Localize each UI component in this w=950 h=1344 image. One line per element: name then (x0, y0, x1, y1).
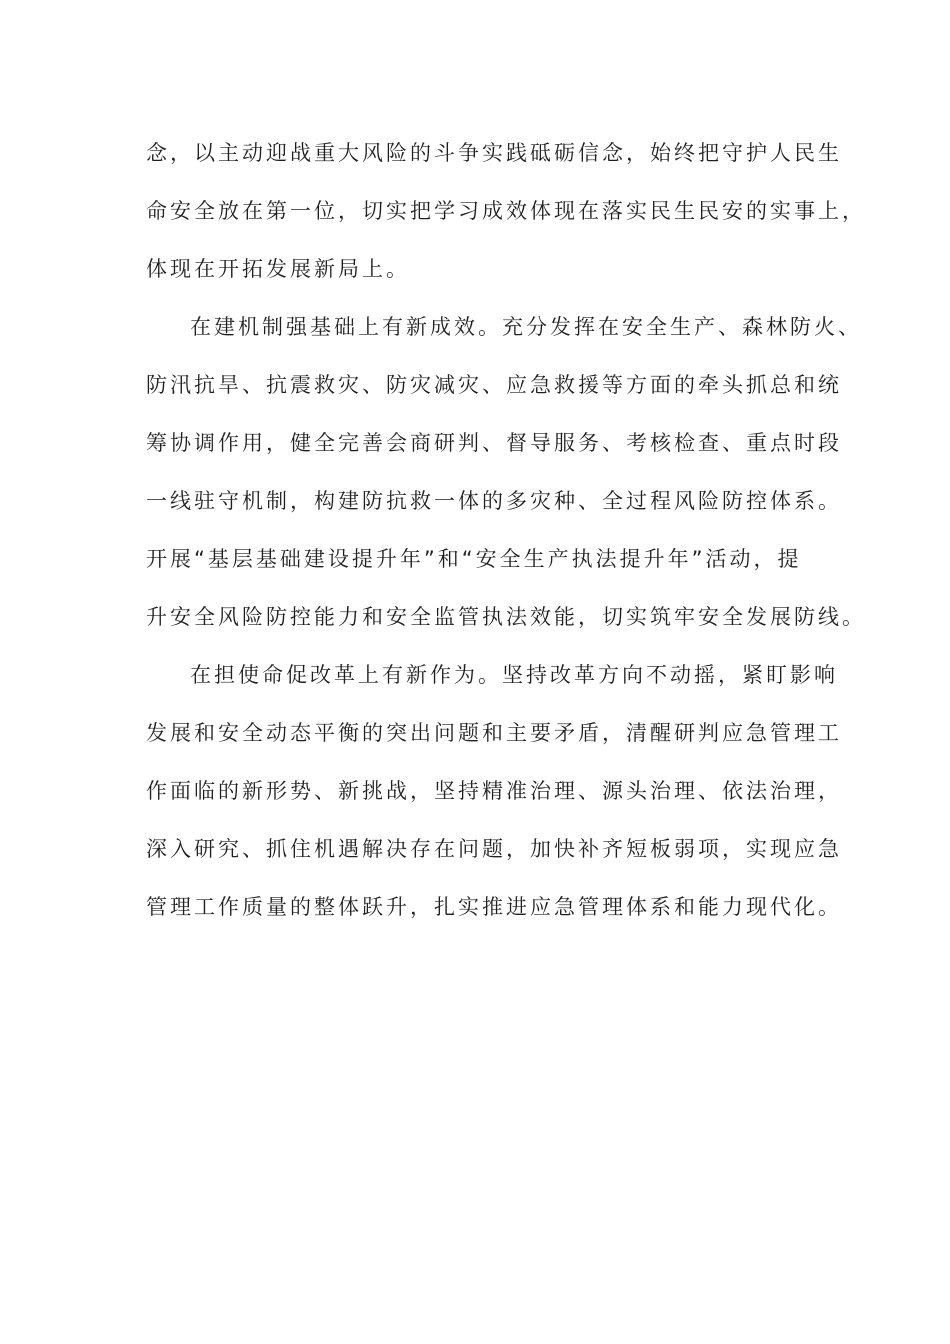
paragraph-first-line: 在建机制强基础上有新成效。充分发挥在安全生产、森林防火、 (190, 315, 862, 339)
text-line: 筹协调作用，健全完善会商研判、督导服务、考核检查、重点时段 (146, 431, 842, 455)
text-line: 一线驻守机制，构建防抗救一体的多灾种、全过程风险防控体系。 (146, 489, 842, 513)
text-line: 升安全风险防控能力和安全监管执法效能，切实筑牢安全发展防线。 (146, 605, 866, 629)
text-line: 防汛抗旱、抗震救灾、防灾减灾、应急救援等方面的牵头抓总和统 (146, 373, 842, 397)
text-line: 开展“基层基础建设提升年”和“安全生产执法提升年”活动，提 (146, 547, 802, 571)
text-line: 命安全放在第一位，切实把学习成效体现在落实民生民安的实事上， (146, 199, 866, 223)
text-line: 发展和安全动态平衡的突出问题和主要矛盾，清醒研判应急管理工 (146, 721, 842, 745)
text-line: 深入研究、抓住机遇解决存在问题，加快补齐短板弱项，实现应急 (146, 837, 842, 861)
text-line: 作面临的新形势、新挑战，坚持精准治理、源头治理、依法治理， (146, 779, 842, 803)
document-body (146, 130, 866, 942)
text-line: 念，以主动迎战重大风险的斗争实践砥砺信念，始终把守护人民生 (146, 141, 842, 165)
text-line: 管理工作质量的整体跃升，扎实推进应急管理体系和能力现代化。 (146, 895, 842, 919)
paragraph-first-line: 在担使命促改革上有新作为。坚持改革方向不动摇，紧盯影响 (190, 663, 838, 687)
text-line: 体现在开拓发展新局上。 (146, 257, 410, 281)
